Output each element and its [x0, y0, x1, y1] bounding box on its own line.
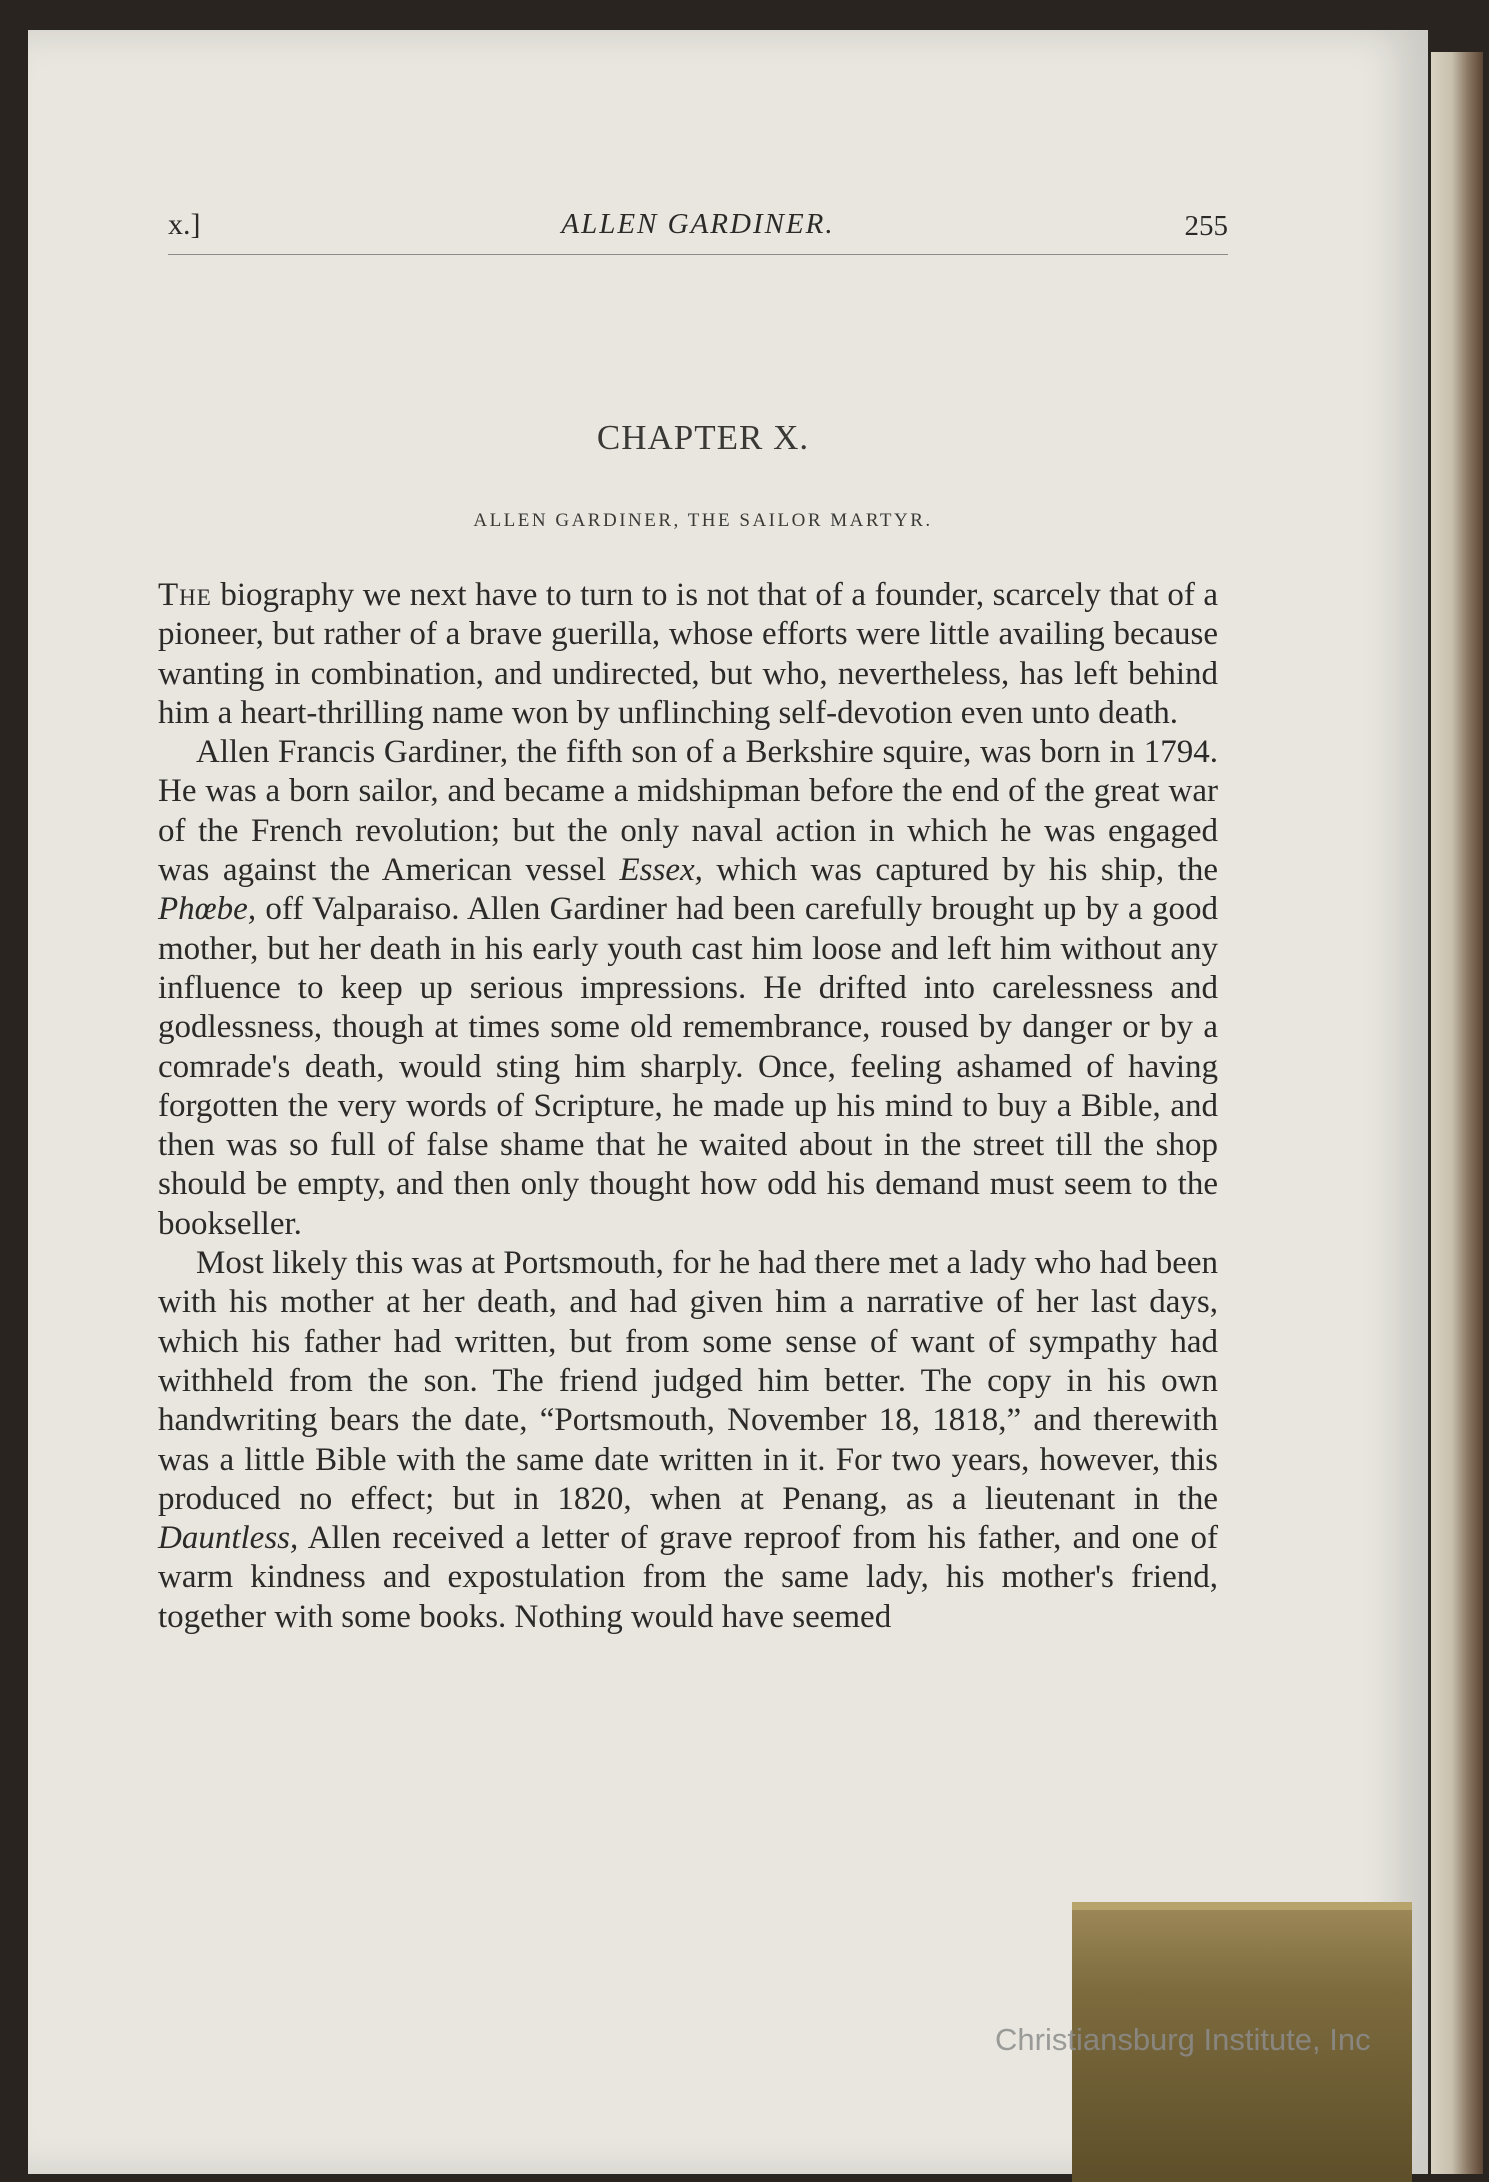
chapter-subtitle: ALLEN GARDINER, THE SAILOR MARTYR.	[473, 510, 933, 531]
paragraph-text: which was captured by his ship, the	[702, 852, 1218, 889]
ship-name-phoebe: Phœbe,	[158, 891, 257, 928]
chapter-title: CHAPTER X.	[596, 418, 810, 457]
chapter-marker: x.]	[168, 208, 201, 241]
paragraph-3	[158, 1244, 1218, 1637]
watermark: Christiansburg Institute, Inc	[995, 2022, 1371, 2057]
running-head	[168, 208, 1228, 255]
paragraph-text: off Valparaiso. Allen Gardiner had been carefully brought up by a good mother, but her death in his early youth cast him loose and left him without any influence to keep up serious impressions. He drifted into carelessness and godlessness, though at times some old remembrance, roused by danger or by a comrade's death, would sting him sharply. Once, feeling ashamed of having forgotten the very words of Scripture, he made up his mind to buy a Bible, and then was so full of false shame that he waited about in the street till the shop should be empty, and then only thought how odd his demand must seem to the bookseller.	[158, 891, 1218, 1242]
ship-name-dauntless: Dauntless,	[158, 1520, 299, 1557]
body-text	[158, 576, 1218, 1637]
book-page	[28, 30, 1428, 2174]
paragraph-lead: The	[158, 577, 212, 613]
book-page-edges	[1431, 52, 1483, 2174]
paragraph-text: biography we next have to turn to is not that of a founder, scarcely that of a pioneer, but rather of a brave guerilla, whose efforts were little availing because wanting in combination, and undirected, but who, nevertheless, has left behind him a heart-thrilling name won by unflinching self-devotion even unto death.	[158, 577, 1218, 731]
paragraph-2	[158, 733, 1218, 1244]
paragraph-1	[158, 576, 1218, 733]
paragraph-text: Most likely this was at Portsmouth, for he had there met a lady who had been with his mother at her death, and had given him a narrative of her last days, which his father had written, but from some sense of want of sympathy had withheld from the son. The friend judged him better. The copy in his own handwriting bears the date, “Portsmouth, November 18, 1818,” and therewith was a little Bible with the same date written in it. For two years, however, this produced no effect; but in 1820, when at Penang, as a lieutenant in the	[158, 1245, 1218, 1517]
page-number: 255	[1184, 210, 1228, 242]
ship-name-essex: Essex,	[619, 852, 703, 889]
paragraph-text: Allen received a letter of grave reproof from his father, and one of warm kindness and expostulation from the same lady, his mother's friend, together with some books. Nothing would have seemed	[158, 1520, 1218, 1635]
paragraph-text: Allen Francis Gardiner, the fifth son of a Berkshire squire, was born in 1794. He was a born sailor, and became a midshipman before the end of the great war of the French revolution; but the only naval action in which he was engaged was against the American vessel	[158, 734, 1218, 889]
running-title: ALLEN GARDINER.	[561, 208, 835, 240]
